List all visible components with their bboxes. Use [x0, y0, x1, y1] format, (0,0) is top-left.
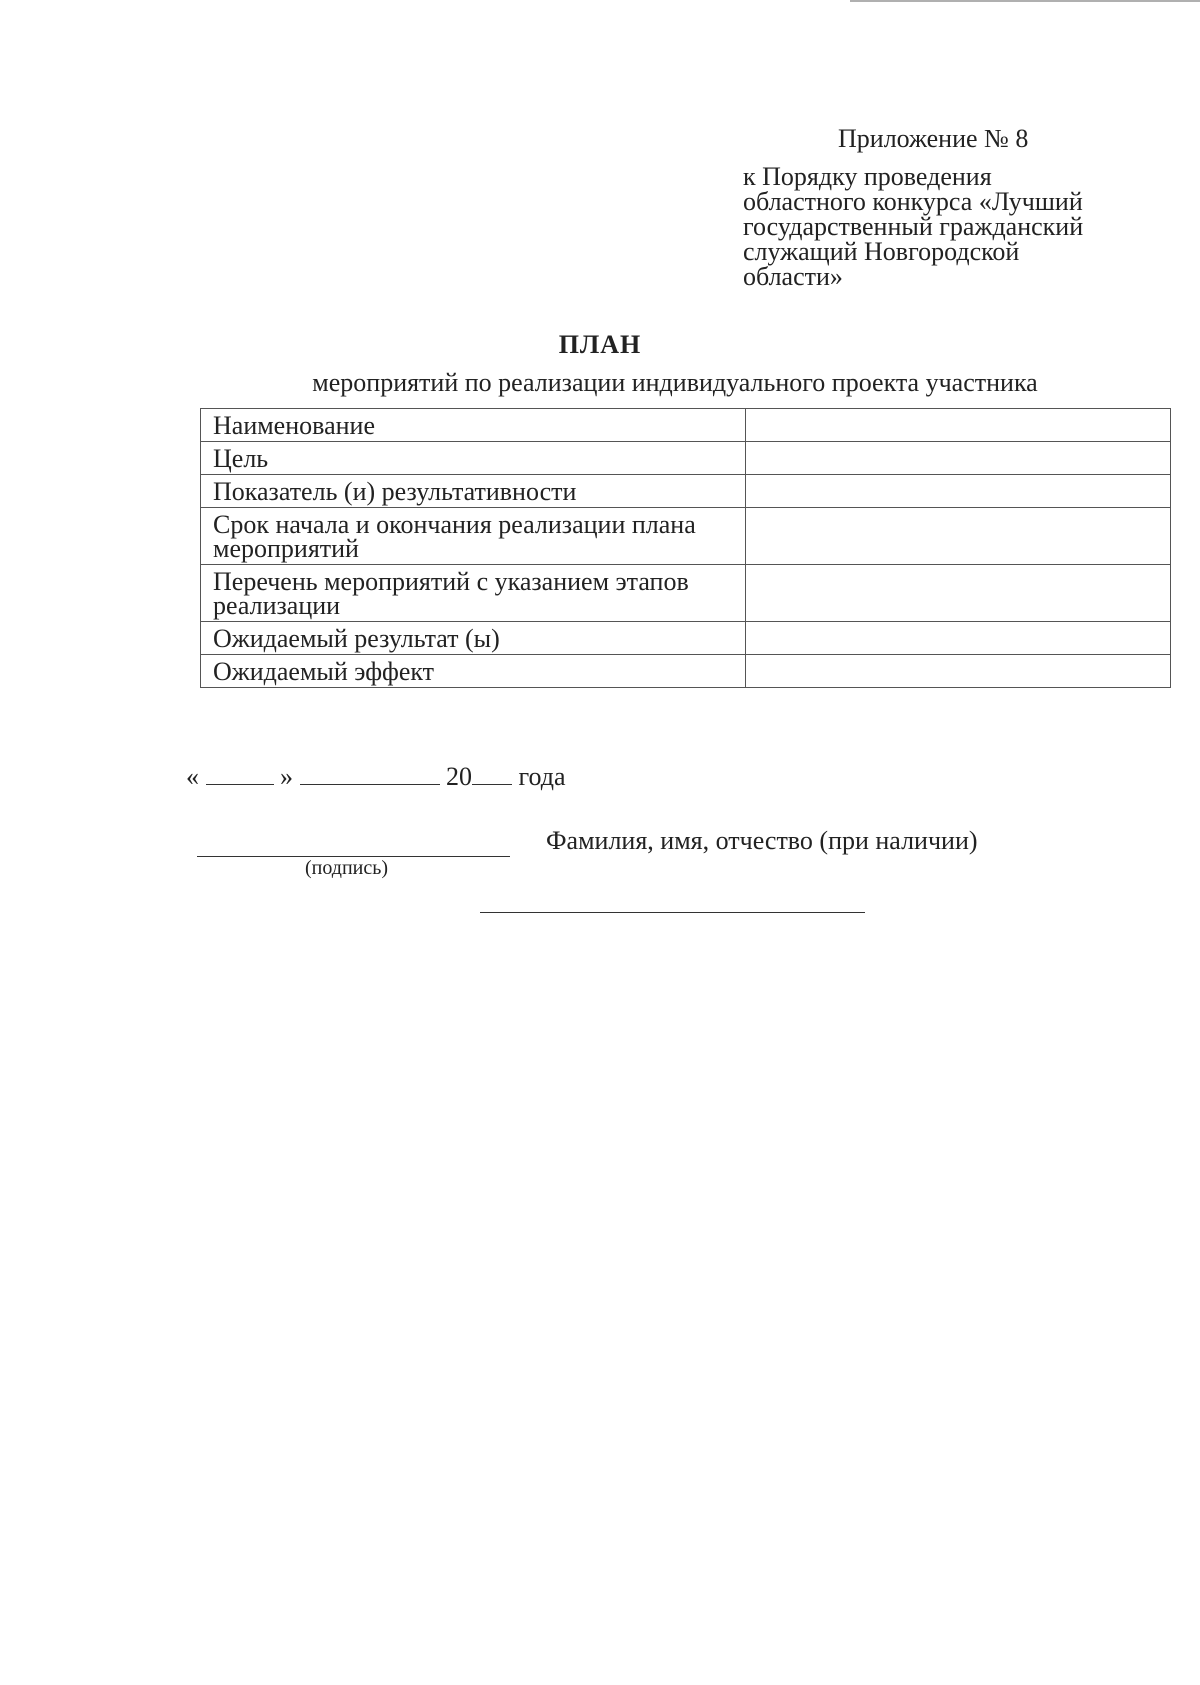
fio-blank-line[interactable] — [480, 912, 865, 913]
row-value[interactable] — [746, 442, 1171, 475]
year-suffix: года — [518, 762, 566, 791]
table-row — [201, 508, 1171, 565]
row-label: Ожидаемый результат (ы) — [201, 622, 746, 655]
appendix-number: Приложение № 8 — [838, 124, 1029, 153]
year-blank[interactable] — [472, 762, 512, 785]
appendix-ref-line: государственный гражданский — [743, 212, 1084, 241]
row-label: Срок начала и окончания реализации плана мероприятий — [201, 508, 746, 565]
day-blank[interactable] — [206, 762, 274, 785]
row-value[interactable] — [746, 655, 1171, 688]
fio-label: Фамилия, имя, отчество (при наличии) — [546, 826, 978, 855]
table-row — [201, 442, 1171, 475]
appendix-ref-line: служащий Новгородской — [743, 237, 1020, 266]
month-blank[interactable] — [300, 762, 440, 785]
table-row — [201, 475, 1171, 508]
document-subtitle: мероприятий по реализации индивидуального проекта участника — [312, 368, 1038, 397]
date-open-quote: « — [186, 762, 199, 791]
scan-edge-mark — [850, 0, 1200, 2]
table-row — [201, 565, 1171, 622]
row-label: Показатель (и) результативности — [201, 475, 746, 508]
row-label: Наименование — [201, 409, 746, 442]
row-label: Цель — [201, 442, 746, 475]
row-label: Перечень мероприятий с указанием этапов реализации — [201, 565, 746, 622]
row-value[interactable] — [746, 508, 1171, 565]
table-row — [201, 409, 1171, 442]
plan-table — [200, 408, 1171, 688]
year-prefix: 20 — [446, 762, 472, 791]
table-row — [201, 655, 1171, 688]
row-value[interactable] — [746, 409, 1171, 442]
appendix-reference — [743, 164, 1143, 289]
document-title: ПЛАН — [558, 330, 642, 359]
appendix-ref-line: к Порядку проведения — [743, 162, 992, 191]
row-value[interactable] — [746, 565, 1171, 622]
signature-caption: (подпись) — [305, 857, 389, 879]
date-line — [186, 762, 566, 792]
row-value[interactable] — [746, 622, 1171, 655]
appendix-ref-line: области» — [743, 262, 843, 291]
date-close-quote: » — [280, 762, 293, 791]
appendix-ref-line: областного конкурса «Лучший — [743, 187, 1083, 216]
row-value[interactable] — [746, 475, 1171, 508]
table-row — [201, 622, 1171, 655]
row-label: Ожидаемый эффект — [201, 655, 746, 688]
